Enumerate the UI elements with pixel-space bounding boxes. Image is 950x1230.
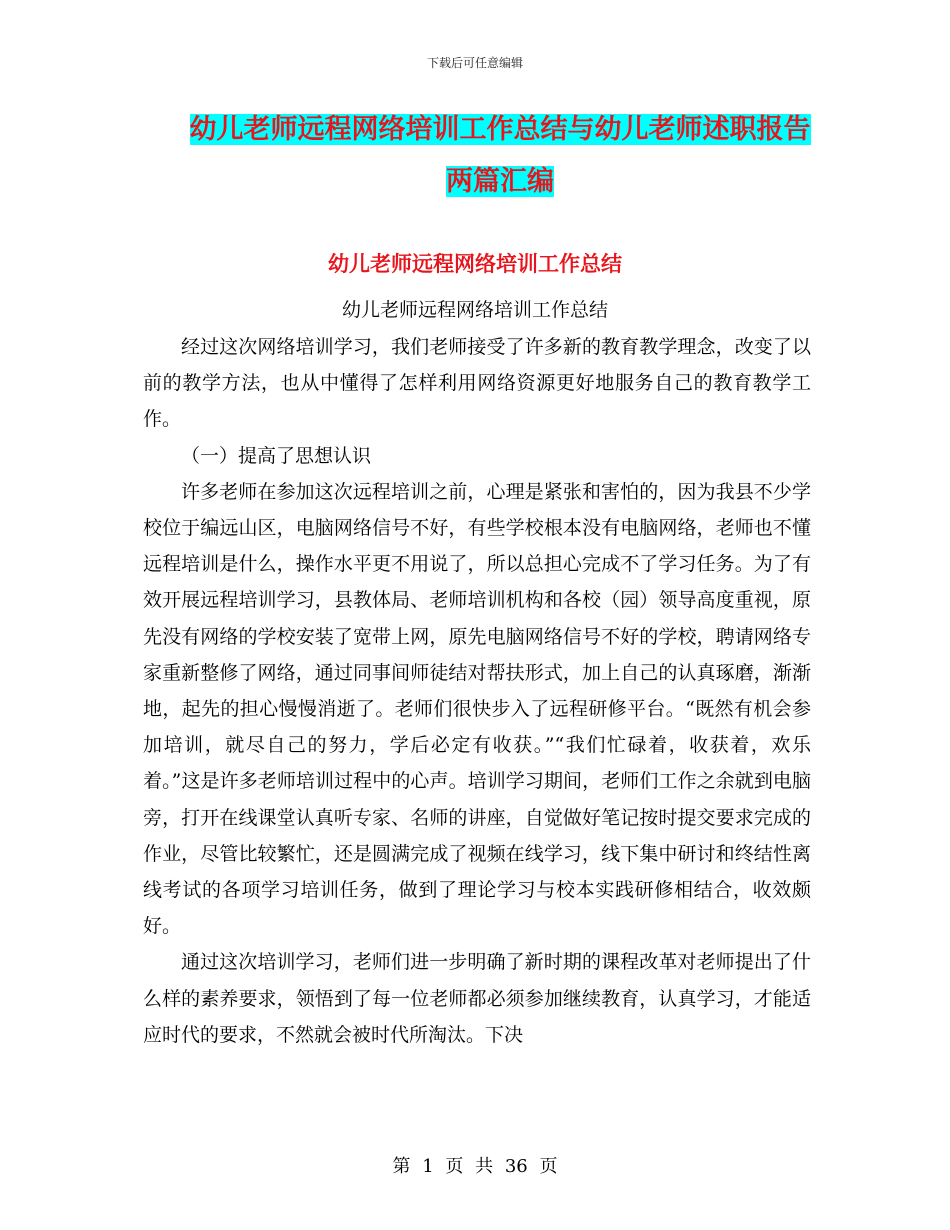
page-footer: 第 1 页 共 36 页 xyxy=(392,1156,558,1177)
main-title-line2: 两篇汇编 xyxy=(446,166,554,197)
paragraph: 经过这次网络培训学习，我们老师接受了许多新的教育教学理念，改变了以前的教学方法，也从中懂得了怎样利用网络资源更好地服务自己的教育教学工作。 xyxy=(143,336,811,431)
body-text xyxy=(143,329,811,1053)
main-title-line1: 幼儿老师远程网络培训工作总结与幼儿老师述职报告 xyxy=(189,114,811,145)
paragraph: 通过这次培训学习，老师们进一步明确了新时期的课程改革对老师提出了什么样的素养要求，领悟到了每一位老师都必须参加继续教育，认真学习，才能适应时代的要求，不然就会被时代所淘汰。下决 xyxy=(143,951,811,1046)
section-title: 幼儿老师远程网络培训工作总结 xyxy=(328,252,622,276)
sub-title: 幼儿老师远程网络培训工作总结 xyxy=(341,299,608,321)
header-note: 下载后可任意编辑 xyxy=(426,56,523,70)
main-title xyxy=(150,104,850,208)
paragraph-heading: （一）提高了思想认识 xyxy=(181,444,372,467)
paragraph: 许多老师在参加这次远程培训之前，心理是紧张和害怕的，因为我县不少学校位于编远山区，电脑网络信号不好，有些学校根本没有电脑网络，老师也不懂远程培训是什么，操作水平更不用说了，所以总担心完成不了学习任务。为了有效开展远程培训学习，县教体局、老师培训机构和各校（园）领导高度重视，原先没有网络的学校安装了宽带上网，原先电脑网络信号不好的学校，聘请网络专家重新整修了网络，通过同事间师徒结对帮扶形式，加上自己的认真琢磨，渐渐地，起先的担心慢慢消逝了。老师们很快步入了远程研修平台。“既然有机会参加培训，就尽自己的努力，学后必定有收获。”“我们忙碌着，收获着，欢乐着。”这是许多老师培训过程中的心声。培训学习期间，老师们工作之余就到电脑旁，打开在线课堂认真听专家、名师的讲座，自觉做好笔记按时提交要求完成的作业，尽管比较繁忙，还是圆满完成了视频在线学习，线下集中研讨和终结性离线考试的各项学习培训任务，做到了理论学习与校本实践研修相结合，收效颇好。 xyxy=(143,480,811,938)
